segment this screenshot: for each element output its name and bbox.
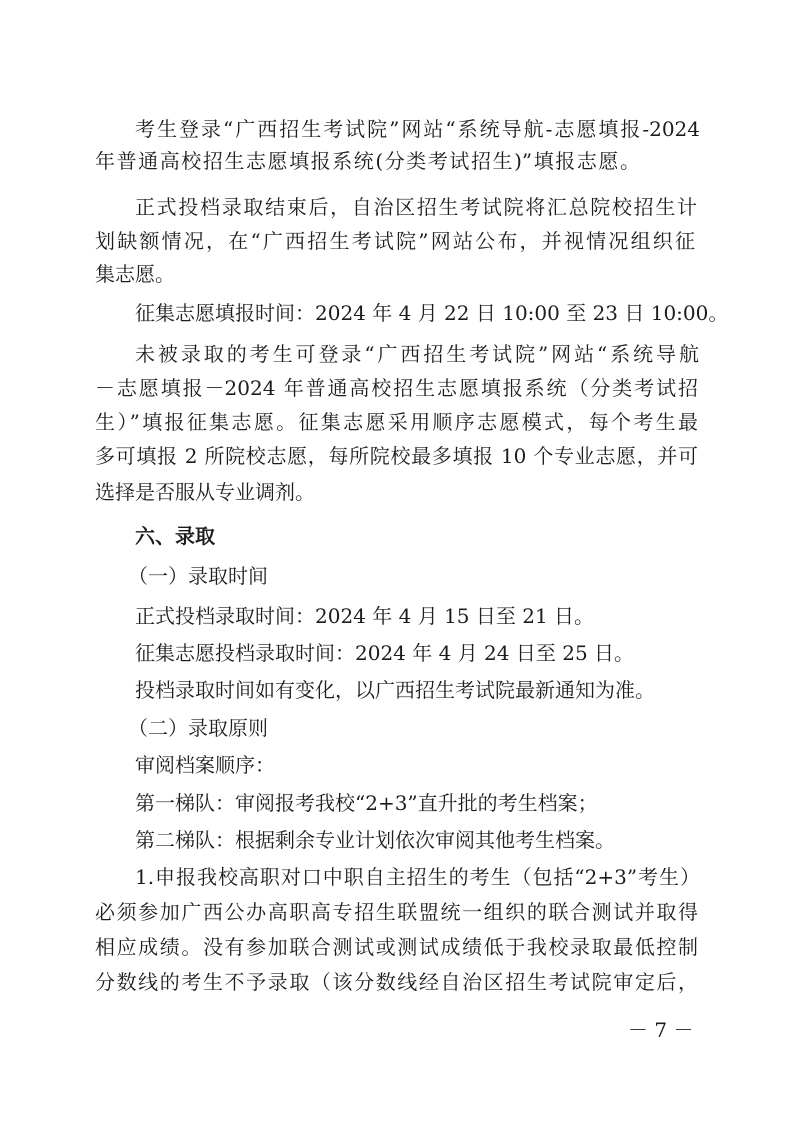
text-line-22: 必须参加广西公办高职高专招生联盟统一组织的联合测试并取得 [95, 900, 698, 924]
subsection-heading-time: （一）录取时间 [128, 564, 268, 588]
text-line-2: 年普通高校招生志愿填报系统(分类考试招生)”填报志愿。 [95, 149, 640, 173]
text-line-8: －志愿填报－2024 年普通高校招生志愿填报系统（分类考试招 [95, 376, 698, 400]
text-line-3: 正式投档录取结束后，自治区招生考试院将汇总院校招生计 [135, 195, 697, 219]
section-heading-admission: 六、录取 [135, 524, 215, 548]
text-line-19: 第一梯队：审阅报考我校“2+3”直升批的考生档案； [135, 791, 598, 815]
page-number: － 7 － [628, 1018, 694, 1042]
text-line-23: 相应成绩。没有参加联合测试或测试成绩低于我校录取最低控制 [95, 935, 698, 959]
text-line-14: 正式投档录取时间：2024 年 4 月 15 日至 21 日。 [135, 604, 595, 628]
text-line-9: 生）”填报征集志愿。征集志愿采用顺序志愿模式，每个考生最 [95, 410, 698, 434]
text-line-10: 多可填报 2 所院校志愿，每所院校最多填报 10 个专业志愿，并可 [95, 444, 698, 468]
text-line-7: 未被录取的考生可登录“广西招生考试院”网站“系统导航 [135, 342, 699, 366]
text-line-21: 1.申报我校高职对口中职自主招生的考生（包括“2+3”考生） [135, 865, 700, 889]
text-line-20: 第二梯队：根据剩余专业计划依次审阅其他考生档案。 [135, 828, 615, 852]
text-line-16: 投档录取时间如有变化，以广西招生考试院最新通知为准。 [135, 678, 655, 702]
text-line-18: 审阅档案顺序： [135, 753, 275, 777]
subsection-heading-principles: （二）录取原则 [128, 716, 268, 740]
text-line-5: 集志愿。 [95, 262, 175, 286]
text-line-11: 选择是否服从专业调剂。 [95, 480, 315, 504]
text-line-6: 征集志愿填报时间：2024 年 4 月 22 日 10:00 至 23 日 10:00。 [135, 301, 729, 325]
text-line-24: 分数线的考生不予录取（该分数线经自治区招生考试院审定后， [95, 970, 698, 994]
text-line-4: 划缺额情况，在“广西招生考试院”网站公布，并视情况组织征 [95, 229, 695, 253]
text-line-15: 征集志愿投档录取时间：2024 年 4 月 24 日至 25 日。 [135, 641, 635, 665]
text-line-1: 考生登录“广西招生考试院”网站“系统导航-志愿填报-2024 [135, 117, 700, 141]
